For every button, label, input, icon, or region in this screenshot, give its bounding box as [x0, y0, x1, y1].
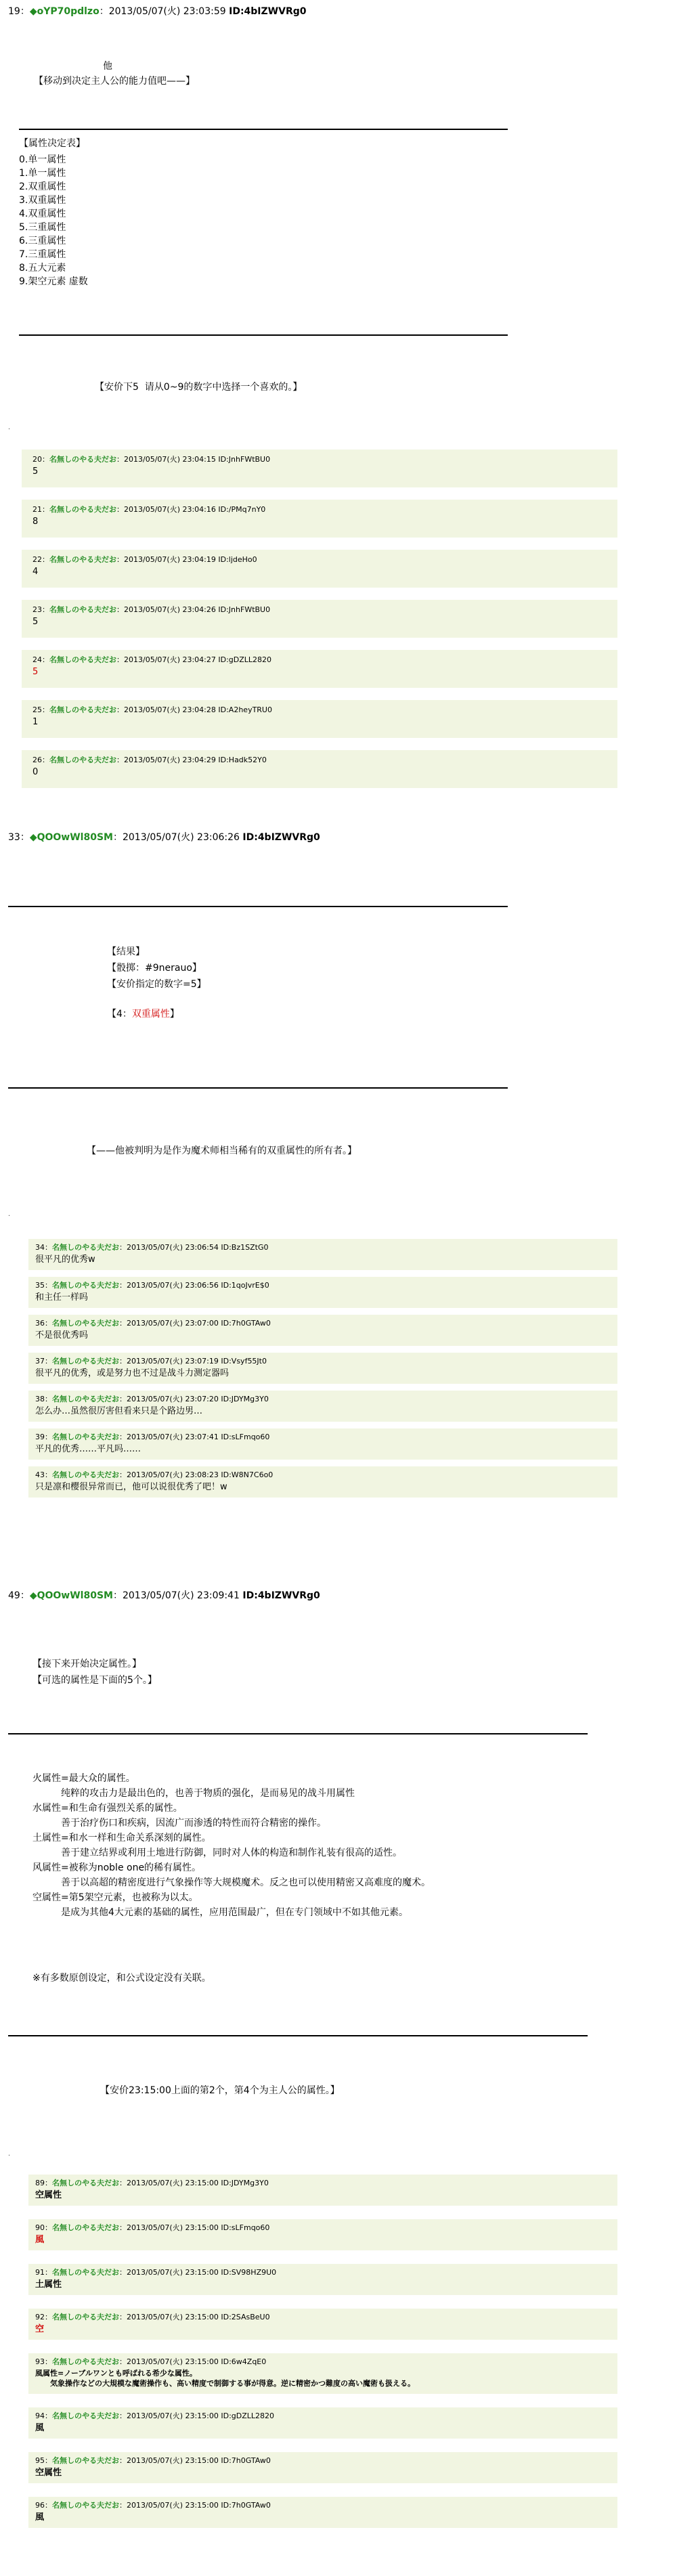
reply-number: 39 [35, 1433, 45, 1441]
reply-header: 93：名無しのやる夫だお：2013/05/07(火) 23:15:00 ID:6w4ZqE0 [35, 2357, 267, 2366]
reply-name[interactable]: 名無しのやる夫だお [52, 2501, 119, 2510]
reply-name[interactable]: 名無しのやる夫だお [52, 1433, 119, 1441]
reply-body: 1 [32, 717, 39, 727]
attr-item: 6.三重属性 [19, 236, 66, 246]
reply-box [28, 2175, 617, 2206]
post19-line1: 他 [103, 61, 112, 72]
reply-number: 22 [32, 555, 42, 564]
reply-date: ：2013/05/07(火) 23:07:00 ID:7h0GTAw0 [119, 1319, 271, 1328]
reply-number: 21 [32, 505, 42, 514]
result4-prefix: 【4： [107, 1009, 132, 1020]
element-line: 是成为其他4大元素的基础的属性，应用范围最广，但在专门领域中不如其他元素。 [32, 1907, 408, 1918]
reply-name[interactable]: 名無しのやる夫だお [52, 1281, 119, 1290]
divider [8, 1087, 508, 1089]
separator-dot: ． [8, 424, 15, 431]
reply-date: ：2013/05/07(火) 23:04:29 ID:Hadk52Y0 [116, 756, 267, 764]
intro-line: 【可选的属性是下面的5个。】 [32, 1675, 157, 1686]
reply-name[interactable]: 名無しのやる夫だお [52, 1243, 119, 1252]
reply-body: 0 [32, 767, 39, 777]
reply-group-1 [22, 450, 617, 788]
reply-number: 91 [35, 2268, 45, 2277]
element-line: 火属性=最大众的属性。 [32, 1773, 135, 1784]
reply-number: 92 [35, 2313, 45, 2321]
reply-header: 95：名無しのやる夫だお：2013/05/07(火) 23:15:00 ID:7h0GTAw0 [35, 2456, 271, 2465]
intro-line: 【接下来开始决定属性。】 [32, 1659, 141, 1669]
reply-name[interactable]: 名無しのやる夫だお [52, 2313, 119, 2321]
reply-body: 怎么办…虽然很厉害但看来只是个路边男… [35, 1406, 203, 1416]
reply-name[interactable]: 名無しのやる夫だお [52, 2268, 119, 2277]
reply-box [28, 2407, 617, 2439]
reply-header: 92：名無しのやる夫だお：2013/05/07(火) 23:15:00 ID:2SAsBeU0 [35, 2313, 270, 2321]
reply-number: 43 [35, 1470, 45, 1479]
reply-box [28, 1428, 617, 1460]
reply-body: 4 [32, 567, 39, 577]
reply-box [28, 2353, 617, 2394]
reply-date: ：2013/05/07(火) 23:04:16 ID:/PMq7nY0 [116, 505, 266, 514]
reply-header: 89：名無しのやる夫だお：2013/05/07(火) 23:15:00 ID:JDYMg3Y0 [35, 2179, 269, 2187]
reply-body: 土属性 [35, 2279, 62, 2290]
reply-header: 90：名無しのやる夫だお：2013/05/07(火) 23:15:00 ID:sLFmqo60 [35, 2223, 270, 2232]
result-block [107, 944, 206, 1021]
reply-header: 25：名無しのやる夫だお：2013/05/07(火) 23:04:28 ID:A2heyTRU0 [32, 705, 272, 714]
reply-date: ：2013/05/07(火) 23:15:00 ID:gDZLL2820 [119, 2411, 275, 2420]
reply-body: 很平凡的优秀，或是努力也不过是战斗力测定器吗 [35, 1368, 230, 1378]
reply-number: 94 [35, 2411, 45, 2420]
reply-box [28, 1353, 617, 1384]
reply-name[interactable]: 名無しのやる夫だお [52, 1470, 119, 1479]
post49-note: ※有多数原创设定，和公式设定没有关联。 [32, 1973, 211, 1984]
reply-box [28, 1391, 617, 1422]
result-line: 【骰掷：#9nerauo】 [107, 963, 202, 974]
reply-number: 95 [35, 2456, 45, 2465]
reply-header: 39：名無しのやる夫だお：2013/05/07(火) 23:07:41 ID:sLFmqo60 [35, 1433, 270, 1441]
reply-date: ：2013/05/07(火) 23:15:00 ID:SV98HZ9U0 [119, 2268, 277, 2277]
reply-group-3 [28, 2175, 617, 2528]
reply-header: 38：名無しのやる夫だお：2013/05/07(火) 23:07:20 ID:JDYMg3Y0 [35, 1395, 269, 1403]
reply-number: 34 [35, 1243, 45, 1252]
reply-number: 96 [35, 2501, 45, 2510]
reply-body: 空属性 [35, 2190, 62, 2200]
post19-line2: 【移动到决定主人公的能力值吧——】 [34, 76, 195, 87]
reply-date: ：2013/05/07(火) 23:15:00 ID:7h0GTAw0 [119, 2456, 271, 2465]
reply-name[interactable]: 名無しのやる夫だお [52, 2456, 119, 2465]
post49-intro [32, 1656, 157, 1688]
reply-box [28, 2497, 617, 2528]
reply-date: ：2013/05/07(火) 23:04:28 ID:A2heyTRU0 [116, 705, 272, 714]
separator-dot: ． [8, 2150, 15, 2158]
element-line: 善于以高超的精密度进行气象操作等大规模魔术。反之也可以使用精密又高难度的魔术。 [32, 1877, 431, 1888]
reply-body-highlight: 風 [35, 2235, 45, 2245]
reply-header: 24：名無しのやる夫だお：2013/05/07(火) 23:04:27 ID:gDZLL2820 [32, 655, 272, 664]
divider [8, 1733, 588, 1734]
reply-body: 5 [32, 466, 39, 477]
reply-header: 23：名無しのやる夫だお：2013/05/07(火) 23:04:26 ID:JnhFWtBU0 [32, 605, 271, 614]
divider [8, 906, 508, 907]
attr-item: 0.单一属性 [19, 154, 66, 165]
reply-box [28, 2452, 617, 2483]
element-list [32, 1771, 431, 1920]
poster-trip[interactable]: ◆oYP70pdlzo [29, 6, 100, 17]
reply-date: ：2013/05/07(火) 23:15:00 ID:2SAsBeU0 [119, 2313, 270, 2321]
reply-body: 8 [32, 517, 39, 527]
reply-box [22, 750, 617, 788]
post-number: 33： [8, 832, 30, 843]
attr-item: 4.双重属性 [19, 209, 66, 219]
reply-body-highlight: 空 [35, 2324, 45, 2334]
reply-group-2 [28, 1239, 617, 1498]
reply-number: 20 [32, 455, 42, 464]
reply-body: 和主任一样吗 [35, 1292, 89, 1303]
divider [8, 2035, 588, 2036]
reply-number: 90 [35, 2223, 45, 2232]
reply-box [22, 550, 617, 588]
reply-body: 不是很优秀吗 [35, 1330, 89, 1340]
reply-box [28, 1277, 617, 1308]
reply-name[interactable]: 名無しのやる夫だお [49, 655, 116, 664]
reply-date: ：2013/05/07(火) 23:07:19 ID:Vsyf55Jt0 [119, 1357, 267, 1366]
reply-box [22, 650, 617, 688]
poster-id[interactable]: ID:4bIZWVRg0 [242, 832, 320, 843]
reply-box [22, 450, 617, 487]
separator-dot: ． [8, 1210, 15, 1218]
reply-body: 風属性=ノーブルワンとも呼ばれる希少な属性。 気象操作などの大規模な魔術操作も、高い精度で制御する事が得意。逆に精密かつ難度の高い魔術も扱える。 [35, 2369, 415, 2388]
attr-table-title: 【属性决定表】 [19, 138, 85, 149]
reply-header: 94：名無しのやる夫だお：2013/05/07(火) 23:15:00 ID:gDZLL2820 [35, 2411, 275, 2420]
reply-date: ：2013/05/07(火) 23:07:41 ID:sLFmqo60 [119, 1433, 270, 1441]
reply-header: 36：名無しのやる夫だお：2013/05/07(火) 23:07:00 ID:7h0GTAw0 [35, 1319, 271, 1328]
reply-header: 22：名無しのやる夫だお：2013/05/07(火) 23:04:19 ID:ljdeHo0 [32, 555, 257, 564]
reply-number: 37 [35, 1357, 45, 1366]
reply-date: ：2013/05/07(火) 23:04:15 ID:JnhFWtBU0 [116, 455, 271, 464]
reply-header: 96：名無しのやる夫だお：2013/05/07(火) 23:15:00 ID:7h0GTAw0 [35, 2501, 271, 2510]
divider [19, 334, 508, 336]
result-line-4 [107, 1007, 206, 1021]
reply-body: 空属性 [35, 2468, 62, 2478]
reply-name[interactable]: 名無しのやる夫だお [49, 605, 116, 614]
reply-name[interactable]: 名無しのやる夫だお [49, 455, 116, 464]
post-date: ：2013/05/07(火) 23:03:59 [99, 6, 226, 17]
attr-item: 5.三重属性 [19, 222, 66, 233]
result-line: 【结果】 [107, 946, 145, 957]
reply-number: 26 [32, 756, 42, 764]
element-line: 空属性=第5架空元素，也被称为以太。 [32, 1892, 198, 1903]
result4-value: 双重属性 [131, 1009, 170, 1020]
attr-list [19, 153, 88, 288]
post33-header [8, 830, 320, 844]
reply-date: ：2013/05/07(火) 23:15:00 ID:JDYMg3Y0 [119, 2179, 269, 2187]
reply-header: 91：名無しのやる夫だお：2013/05/07(火) 23:15:00 ID:SV98HZ9U0 [35, 2268, 277, 2277]
reply-name[interactable]: 名無しのやる夫だお [52, 1357, 119, 1366]
reply-number: 89 [35, 2179, 45, 2187]
post49-prompt: 【安价23:15:00上面的第2个，第4个为主人公的属性。】 [100, 2085, 340, 2096]
post-date: ：2013/05/07(火) 23:09:41 [112, 1590, 240, 1601]
attr-item: 2.双重属性 [19, 181, 66, 192]
attr-item: 1.单一属性 [19, 168, 66, 179]
element-line: 水属性=和生命有强烈关系的属性。 [32, 1803, 183, 1814]
reply-header: 43：名無しのやる夫だお：2013/05/07(火) 23:08:23 ID:W8N7C6o0 [35, 1470, 274, 1479]
reply-name[interactable]: 名無しのやる夫だお [49, 505, 116, 514]
post-number: 49： [8, 1590, 30, 1601]
reply-box [28, 1315, 617, 1346]
reply-date: ：2013/05/07(火) 23:04:19 ID:ljdeHo0 [116, 555, 257, 564]
reply-name[interactable]: 名無しのやる夫だお [52, 2223, 119, 2232]
reply-box [28, 2219, 617, 2250]
reply-body-highlight: 5 [32, 667, 39, 677]
attr-item: 7.三重属性 [19, 249, 66, 260]
reply-body: 風 [35, 2512, 45, 2523]
poster-trip[interactable]: ◆QOOwWl80SM [29, 832, 113, 843]
reply-body: 5 [32, 617, 39, 627]
post19-prompt: 【安价下5 请从0~9的数字中选择一个喜欢的。】 [95, 382, 303, 393]
reply-number: 36 [35, 1319, 45, 1328]
reply-body: 風 [35, 2423, 45, 2433]
reply-name[interactable]: 名無しのやる夫だお [49, 555, 116, 564]
reply-header: 37：名無しのやる夫だお：2013/05/07(火) 23:07:19 ID:Vsyf55Jt0 [35, 1357, 267, 1366]
post-date: ：2013/05/07(火) 23:06:26 [112, 832, 240, 843]
reply-number: 38 [35, 1395, 45, 1403]
reply-box [28, 2309, 617, 2340]
reply-number: 25 [32, 705, 42, 714]
element-line: 善于建立结界或利用土地进行防御，同时对人体的构造和制作礼装有很高的适性。 [32, 1848, 402, 1858]
reply-header: 35：名無しのやる夫だお：2013/05/07(火) 23:06:56 ID:1qoJvrE$0 [35, 1281, 269, 1290]
element-line: 风属性=被称为noble one的稀有属性。 [32, 1862, 202, 1873]
reply-date: ：2013/05/07(火) 23:15:00 ID:6w4ZqE0 [119, 2357, 267, 2366]
attr-item: 9.架空元素 虚数 [19, 276, 88, 287]
reply-date: ：2013/05/07(火) 23:04:27 ID:gDZLL2820 [116, 655, 272, 664]
poster-trip[interactable]: ◆QOOwWl80SM [29, 1590, 113, 1601]
attr-item: 8.五大元素 [19, 263, 66, 274]
reply-box [28, 1466, 617, 1498]
element-line: 纯粹的攻击力是最出色的，也善于物质的强化，是而易见的战斗用属性 [32, 1788, 355, 1799]
reply-date: ：2013/05/07(火) 23:06:56 ID:1qoJvrE$0 [119, 1281, 269, 1290]
reply-box [28, 2264, 617, 2295]
post33-narration: 【——他被判明为是作为魔术师相当稀有的双重属性的所有者。】 [87, 1145, 357, 1156]
reply-header: 34：名無しのやる夫だお：2013/05/07(火) 23:06:54 ID:Bz1SZtG0 [35, 1243, 269, 1252]
reply-date: ：2013/05/07(火) 23:04:26 ID:JnhFWtBU0 [116, 605, 271, 614]
reply-body: 很平凡的优秀w [35, 1254, 95, 1265]
reply-number: 93 [35, 2357, 45, 2366]
result-line: 【安价指定的数字=5】 [107, 979, 206, 990]
reply-name[interactable]: 名無しのやる夫だお [49, 756, 116, 764]
reply-date: ：2013/05/07(火) 23:15:00 ID:7h0GTAw0 [119, 2501, 271, 2510]
post-number: 19： [8, 6, 30, 17]
reply-body: 只是凛和樱很异常而已，他可以说很优秀了吧！w [35, 1482, 227, 1492]
reply-box [22, 500, 617, 538]
reply-name[interactable]: 名無しのやる夫だお [52, 2357, 119, 2366]
reply-date: ：2013/05/07(火) 23:06:54 ID:Bz1SZtG0 [119, 1243, 269, 1252]
reply-number: 23 [32, 605, 42, 614]
reply-name[interactable]: 名無しのやる夫だお [52, 1319, 119, 1328]
reply-box [22, 700, 617, 738]
poster-id[interactable]: ID:4bIZWVRg0 [229, 6, 307, 17]
reply-name[interactable]: 名無しのやる夫だお [52, 1395, 119, 1403]
divider [19, 129, 508, 130]
reply-date: ：2013/05/07(火) 23:15:00 ID:sLFmqo60 [119, 2223, 270, 2232]
reply-number: 35 [35, 1281, 45, 1290]
reply-header: 21：名無しのやる夫だお：2013/05/07(火) 23:04:16 ID:/PMq7nY0 [32, 505, 266, 514]
reply-box [22, 600, 617, 638]
reply-name[interactable]: 名無しのやる夫だお [49, 705, 116, 714]
reply-number: 24 [32, 655, 42, 664]
reply-header: 26：名無しのやる夫だお：2013/05/07(火) 23:04:29 ID:Hadk52Y0 [32, 756, 267, 764]
post49-header [8, 1588, 320, 1602]
reply-header: 20：名無しのやる夫だお：2013/05/07(火) 23:04:15 ID:JnhFWtBU0 [32, 455, 271, 464]
element-line: 善于治疗伤口和疾病，因流广而渗透的特性而符合精密的操作。 [32, 1818, 326, 1829]
element-line: 土属性=和水一样和生命关系深刻的属性。 [32, 1833, 211, 1843]
reply-date: ：2013/05/07(火) 23:07:20 ID:JDYMg3Y0 [119, 1395, 269, 1403]
reply-date: ：2013/05/07(火) 23:08:23 ID:W8N7C6o0 [119, 1470, 274, 1479]
result4-suffix: 】 [169, 1009, 179, 1020]
post19-header [8, 4, 306, 18]
reply-name[interactable]: 名無しのやる夫だお [52, 2179, 119, 2187]
reply-body: 平凡的优秀……平凡吗…… [35, 1444, 141, 1454]
attr-item: 3.双重属性 [19, 195, 66, 206]
poster-id[interactable]: ID:4bIZWVRg0 [242, 1590, 320, 1601]
reply-name[interactable]: 名無しのやる夫だお [52, 2411, 119, 2420]
reply-box [28, 1239, 617, 1270]
